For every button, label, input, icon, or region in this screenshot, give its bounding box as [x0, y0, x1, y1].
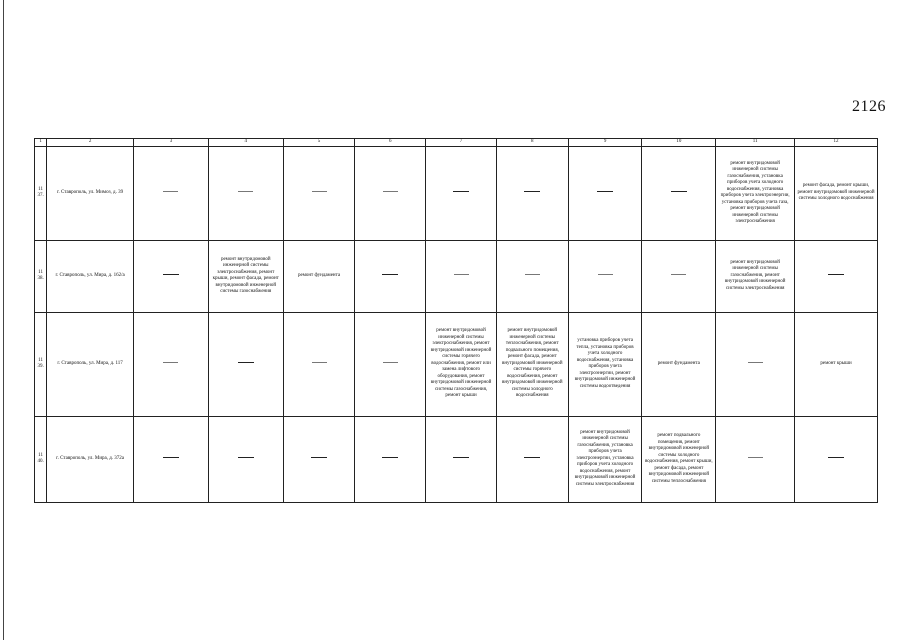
row-number: 1140.	[35, 416, 47, 502]
empty-cell-dash	[716, 416, 795, 502]
works-cell: установка приборов учета тепла, установка приборов учета холодного водоснабжения, установка приборов учета электроэнергии, ремонт внутридомовой инженерной системы водоотведения	[568, 312, 642, 416]
column-number: 6	[355, 139, 426, 147]
empty-cell-dash	[208, 312, 283, 416]
empty-cell-dash	[426, 146, 497, 240]
empty-cell-dash	[134, 312, 209, 416]
works-cell: ремонт внутридомовой инженерной системы электроснабжения, ремонт крыши, ремонт фасада, ремонт внутридомовой инженерной системы газоснабжения	[208, 240, 283, 312]
empty-cell-dash	[795, 416, 878, 502]
table-row	[35, 312, 878, 416]
works-cell: ремонт крыши	[795, 312, 878, 416]
empty-cell-dash	[496, 146, 568, 240]
empty-cell-dash	[795, 240, 878, 312]
row-number: 1139.	[35, 312, 47, 416]
column-number: 11	[716, 139, 795, 147]
column-number: 1	[35, 139, 47, 147]
column-number: 8	[496, 139, 568, 147]
empty-cell-dash	[283, 416, 355, 502]
column-number: 2	[47, 139, 134, 147]
works-cell: ремонт внутридомовой инженерной системы электроснабжения, ремонт внутридомовой инженерной системы горячего водоснабжения, ремонт или замена лифтового оборудования, ремонт внутридомовой инженерной системы газоснабжения, ремонт крыши	[426, 312, 497, 416]
column-number-row	[35, 139, 878, 147]
empty-cell-dash	[568, 240, 642, 312]
works-cell: ремонт внутридомовой инженерной системы теплоснабжения, ремонт подвального помещения, ремонт фасада, ремонт внутридомовой инженерной системы горячего водоснабжения, ремонт внутридомовой инженерной системы холодного водоснабжения	[496, 312, 568, 416]
works-cell: ремонт фундамента	[642, 312, 716, 416]
empty-cell-dash	[355, 416, 426, 502]
empty-cell-dash	[426, 240, 497, 312]
empty-cell-dash	[426, 416, 497, 502]
row-address: г. Ставрополь, ул. Мимоз, д. 39	[47, 146, 134, 240]
column-number: 4	[208, 139, 283, 147]
empty-cell-dash	[642, 146, 716, 240]
row-number: 1137.	[35, 146, 47, 240]
row-address: г. Ставрополь, ул. Мира, д. 117	[47, 312, 134, 416]
column-number: 5	[283, 139, 355, 147]
column-number: 7	[426, 139, 497, 147]
works-cell: ремонт фасада, ремонт крыши, ремонт внутридомовой инженерной системы холодного водоснабжения	[795, 146, 878, 240]
empty-cell-dash	[642, 240, 716, 312]
column-number: 9	[568, 139, 642, 147]
empty-cell-dash	[355, 146, 426, 240]
works-cell: ремонт подвального помещения, ремонт внутридомовой инженерной системы холодного водоснабжения, ремонт крыши, ремонт фасада, ремонт внутридомовой инженерной системы теплоснабжения	[642, 416, 716, 502]
works-cell: ремонт внутридомовой инженерной системы газоснабжения, установка приборов учета электроэнергии, установка приборов учета холодного водоснабжения, ремонт внутридомовой инженерной системы электроснабжения	[568, 416, 642, 502]
repair-program-table	[34, 138, 878, 503]
empty-cell-dash	[355, 312, 426, 416]
empty-cell-dash	[496, 416, 568, 502]
empty-cell-dash	[134, 416, 209, 502]
works-cell: ремонт фундамента	[283, 240, 355, 312]
empty-cell-dash	[283, 312, 355, 416]
empty-cell-dash	[134, 146, 209, 240]
empty-cell-dash	[283, 146, 355, 240]
row-address: г. Ставрополь, ул. Мира, д. 372а	[47, 416, 134, 502]
empty-cell-dash	[208, 146, 283, 240]
empty-cell-dash	[208, 416, 283, 502]
column-number: 3	[134, 139, 209, 147]
works-cell: ремонт внутридомовой инженерной системы газоснабжения, установка приборов учета холодного водоснабжения, установка приборов учета электроэнергии, установка приборов учета газа, ремонт внутридомовой инженерной системы электроснабжения	[716, 146, 795, 240]
empty-cell-dash	[134, 240, 209, 312]
column-number: 12	[795, 139, 878, 147]
empty-cell-dash	[568, 146, 642, 240]
table-row	[35, 416, 878, 502]
works-cell: ремонт внутридомовой инженерной системы газоснабжения, ремонт внутридомовой инженерной системы электроснабжения	[716, 240, 795, 312]
empty-cell-dash	[355, 240, 426, 312]
empty-cell-dash	[716, 312, 795, 416]
column-number: 10	[642, 139, 716, 147]
page-edge-line	[3, 0, 4, 640]
empty-cell-dash	[496, 240, 568, 312]
row-address: г. Ставрополь, ул. Мира, д. 162/а	[47, 240, 134, 312]
row-number: 1138.	[35, 240, 47, 312]
table-row	[35, 146, 878, 240]
table-row	[35, 240, 878, 312]
page-number: 2126	[852, 98, 886, 115]
